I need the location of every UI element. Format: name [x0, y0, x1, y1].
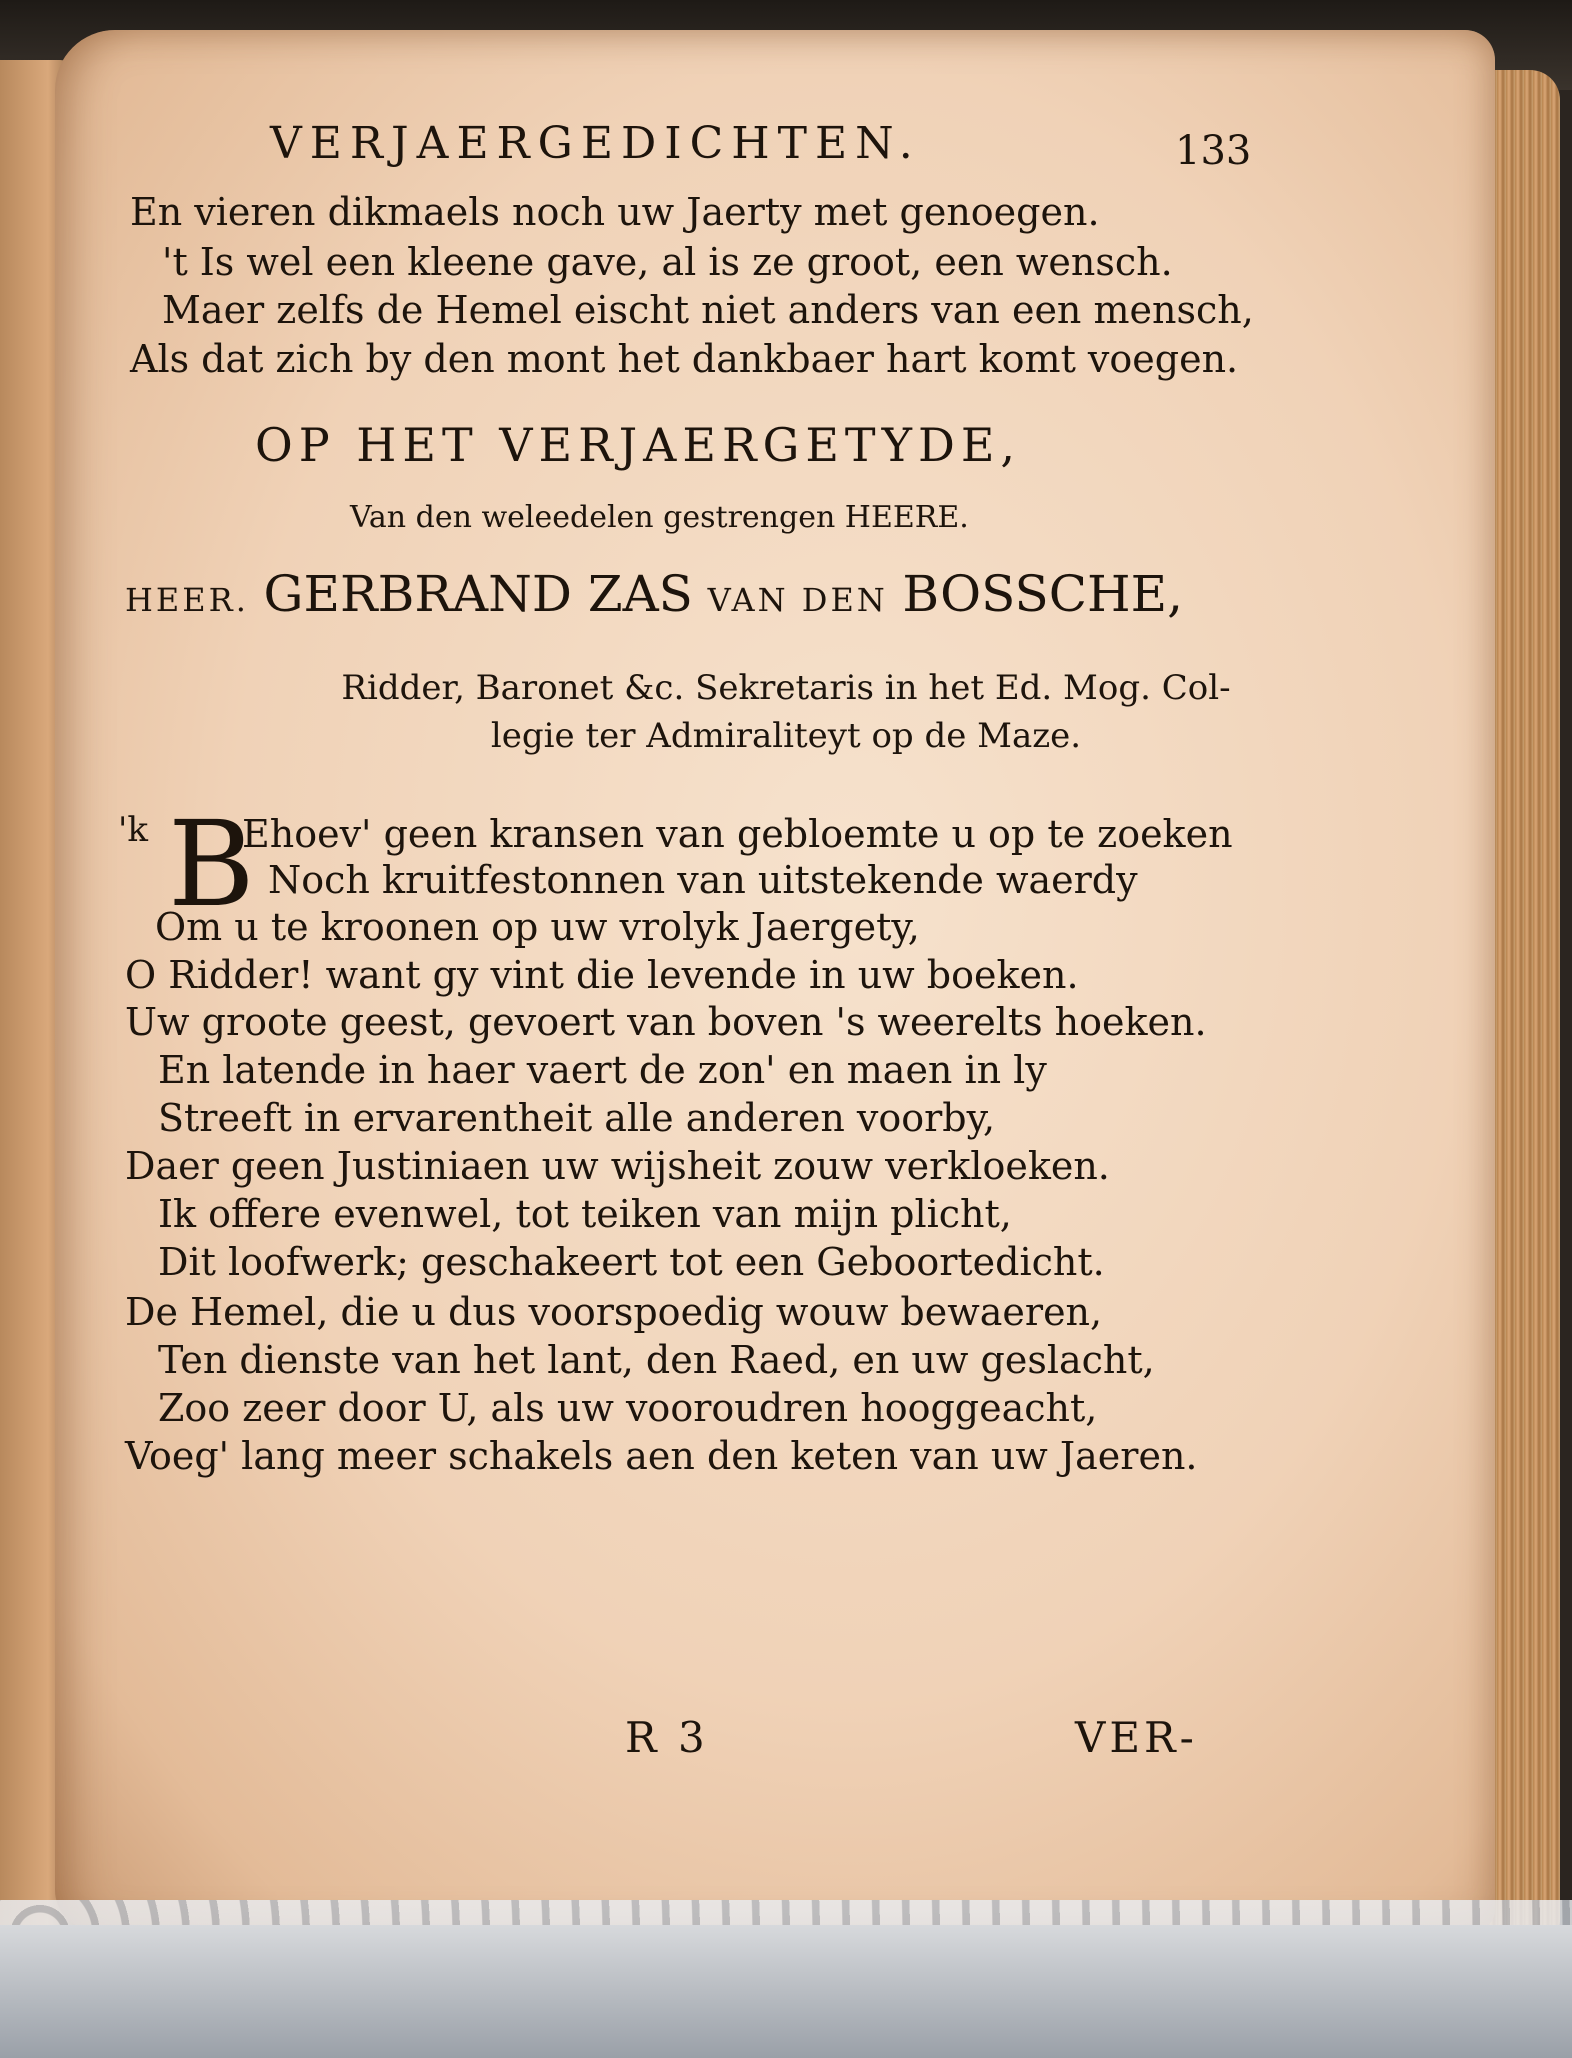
- poem-line-3: Om u te kroonen op uw vrolyk Jaergety,: [155, 905, 920, 949]
- dedicatee-connector: VAN DEN: [707, 581, 888, 619]
- poem-line-14: Voeg' lang meer schakels aen den keten van uw Jaeren.: [125, 1434, 1198, 1478]
- page-number: 133: [1175, 128, 1252, 174]
- poem-line-10: Dit loofwerk; geschakeert tot een Geboortedicht.: [158, 1240, 1105, 1284]
- ribbon-band: [0, 1925, 1572, 2058]
- poem-line-12: Ten dienste van het lant, den Raed, en uw geslacht,: [158, 1338, 1155, 1382]
- closing-verse-3: Maer zelfs de Hemel eischt niet anders van een mensch,: [162, 288, 1254, 332]
- poem-line-11: De Hemel, die u dus voorspoedig wouw bewaeren,: [125, 1290, 1103, 1334]
- closing-verse-2: 't Is wel een kleene gave, al is ze groot, een wensch.: [162, 240, 1173, 284]
- closing-verse-4: Als dat zich by den mont het dankbaer hart komt voegen.: [130, 337, 1239, 381]
- running-head: VERJAERGEDICHTEN.: [270, 118, 921, 169]
- dedicatee-name: [125, 565, 1183, 623]
- office-line-1: Ridder, Baronet &c. Sekretaris in het Ed. Mog. Col-: [341, 668, 1231, 708]
- dedicatee-surname: BOSSCHE,: [902, 565, 1183, 623]
- dedicatee-given-name: GERBRAND ZAS: [263, 565, 693, 623]
- poem-line-4: O Ridder! want gy vint die levende in uw boeken.: [125, 953, 1079, 997]
- dropcap-prefix: 'k: [118, 810, 148, 850]
- dedicatee-prefix: HEER.: [125, 581, 249, 619]
- catchword: VER-: [1075, 1713, 1198, 1762]
- poem-line-13: Zoo zeer door U, als uw vooroudren hooggeacht,: [158, 1386, 1098, 1430]
- poem-title: OP HET VERJAERGETYDE,: [255, 418, 1022, 472]
- poem-line-8: Daer geen Justiniaen uw wijsheit zouw verkloeken.: [125, 1144, 1110, 1188]
- poem-subtitle: Van den weleedelen gestrengen HEERE.: [350, 500, 969, 535]
- signature-mark: R 3: [625, 1713, 709, 1762]
- poem-line-9: Ik offere evenwel, tot teiken van mijn plicht,: [158, 1192, 1012, 1236]
- closing-verse-1: En vieren dikmaels noch uw Jaerty met genoegen.: [130, 190, 1100, 234]
- poem-line-1: Ehoev' geen kransen van gebloemte u op te zoeken: [242, 812, 1233, 856]
- dropcap-letter: B: [168, 795, 255, 933]
- poem-line-6: En latende in haer vaert de zon' en maen in ly: [158, 1048, 1047, 1092]
- office-line-2: legie ter Admiraliteyt op de Maze.: [490, 716, 1082, 756]
- poem-line-2: Noch kruitfestonnen van uitstekende waerdy: [268, 858, 1138, 902]
- poem-line-7: Streeft in ervarentheit alle anderen voorby,: [158, 1096, 996, 1140]
- poem-line-5: Uw groote geest, gevoert van boven 's weerelts hoeken.: [125, 1000, 1207, 1044]
